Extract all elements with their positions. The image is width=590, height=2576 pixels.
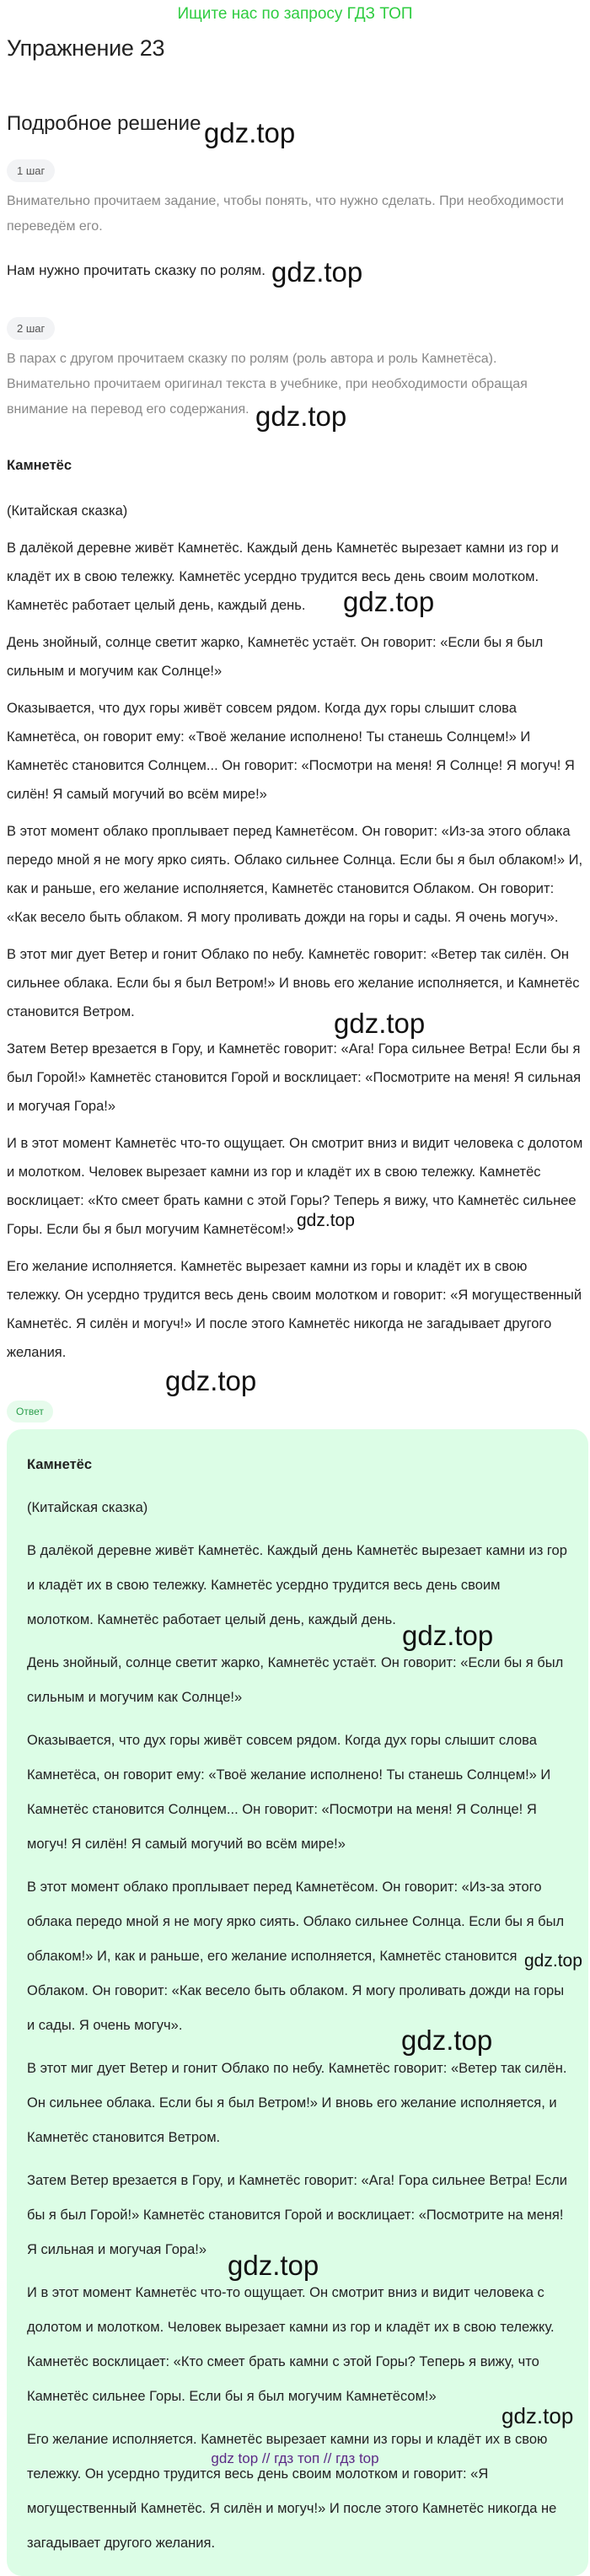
step-text: Внимательно прочитаем задание, чтобы понять, что нужно сделать. При необходимости переведём его. — [7, 194, 564, 234]
answer-paragraph: В этот момент облако проплывает перед Камнетёсом. Он говорит: «Из-за этого облака передо мной я не могу ярко сиять. Облако сильнее Солнца. Если бы я был облаком!» И, как и раньше, его желание исполняется, Камнетёс становится Облаком. Он говорит: «Как весело быть облаком. Я могу проливать дожди на горы и сады. Я очень могуч». — [27, 1880, 565, 2033]
story-paragraph: В этот момент облако проплывает перед Камнетёсом. Он говорит: «Из-за этого облака передо мной я не могу ярко сиять. Облако сильнее Солнца. Если бы я был облаком!» И, как и раньше, его желание исполняется, Камнетёс становится Облаком. Он говорит: «Как весело быть облаком. Я могу проливать дожди на горы и сады. Я очень могуч». — [7, 824, 583, 925]
story — [7, 451, 583, 1367]
watermark: gdz.top — [228, 2250, 319, 2281]
watermark: gdz.top — [271, 256, 363, 288]
search-banner[interactable]: Ищите нас по запросу ГДЗ ТОП — [177, 5, 413, 23]
footer-links[interactable]: gdz top // гдз топ // гдз top — [211, 2450, 379, 2466]
watermark: gdz.top — [334, 1008, 426, 1039]
watermark: gdz.top — [297, 1211, 355, 1230]
watermark: gdz.top — [502, 2403, 574, 2428]
answer-paragraph: В далёкой деревне живёт Камнетёс. Каждый день Камнетёс вырезает камни из гор и кладёт их в свою тележку. Камнетёс усердно трудится весь день своим молотком. Камнетёс работает целый день, каждый день. — [27, 1543, 567, 1627]
watermark: gdz.top — [402, 1620, 494, 1651]
watermark: gdz.top — [401, 2025, 493, 2056]
story-paragraph: День знойный, солнце светит жарко, Камнетёс устаёт. Он говорит: «Если бы я был сильным и могучим как Солнце!» — [7, 635, 544, 679]
solution-heading: Подробное решение — [7, 112, 201, 135]
answer-title: Камнетёс — [27, 1457, 93, 1472]
step-result: Нам нужно прочитать сказку по ролям. — [7, 262, 266, 278]
story-paragraph: Его желание исполняется. Камнетёс вырезает камни из горы и кладёт их в свою тележку. Он усердно трудится весь день своим молотком и говорит: «Я могущественный Камнетёс. Я силён и могуч!» И после этого Камнетёс никогда не загадывает другого желания. — [7, 1259, 582, 1360]
story-paragraph: Затем Ветер врезается в Гору, и Камнетёс говорит: «Ага! Гора сильнее Ветра! Если бы я был Горой!» Камнетёс становится Горой и восклицает: «Посмотрите на меня! Я сильная и могучая Гора!» — [7, 1041, 582, 1114]
watermark: gdz.top — [524, 1951, 582, 1971]
step-badge: 1 шаг — [7, 159, 55, 182]
story-title: Камнетёс — [7, 458, 72, 473]
answer-badge: Ответ — [7, 1401, 53, 1422]
story-paragraph: И в этот момент Камнетёс что-то ощущает. Он смотрит вниз и видит человека с долотом и молотком. Человек вырезает камни из гор и кладёт их в свою тележку. Камнетёс восклицает: «Кто смеет брать камни с этой Горы? Теперь я вижу, что Камнетёс сильнее Горы. Если бы я был могучим Камнетёсом!» — [7, 1136, 583, 1237]
watermark: gdz.top — [255, 401, 347, 432]
answer-paragraph: День знойный, солнце светит жарко, Камнетёс устаёт. Он говорит: «Если бы я был сильным и могучим как Солнце!» — [27, 1655, 564, 1705]
story-paragraph: В этот миг дует Ветер и гонит Облако по небу. Камнетёс говорит: «Ветер так силён. Он сильнее облака. Если бы я был Ветром!» И вновь его желание исполняется, и Камнетёс становится Ветром. — [7, 947, 580, 1019]
answer-paragraph: Оказывается, что дух горы живёт совсем рядом. Когда дух горы слышит слова Камнетёса, он говорит ему: «Твоё желание исполнено! Ты станешь Солнцем!» И Камнетёс становится Солнцем... Он говорит: «Посмотри на меня! Я Солнце! Я могуч! Я силён! Я самый могучий во всём мире!» — [27, 1733, 551, 1852]
story-paragraph: В далёкой деревне живёт Камнетёс. Каждый день Камнетёс вырезает камни из гор и кладёт их в свою тележку. Камнетёс усердно трудится весь день своим молотком. Камнетёс работает целый день, каждый день. — [7, 540, 559, 613]
watermark: gdz.top — [204, 117, 296, 148]
step-text: В парах с другом прочитаем сказку по ролям (роль автора и роль Камнетёса). Внимательно прочитаем оригинал текста в учебнике, при необходимости обращая внимание на перевод его содержания. — [7, 352, 528, 417]
watermark: gdz.top — [343, 586, 435, 617]
answer-subtitle: (Китайская сказка) — [27, 1500, 148, 1515]
answer-paragraph: Его желание исполняется. Камнетёс вырезает камни из горы и кладёт их в свою тележку. Он усердно трудится весь день своим молотком и говорит: «Я могущественный Камнетёс. Я силён и могуч!» И после этого Камнетёс никогда не загадывает другого желания. — [27, 2432, 557, 2551]
page-title: Упражнение 23 — [7, 35, 165, 61]
story-subtitle: (Китайская сказка) — [7, 503, 128, 519]
story-paragraph: Оказывается, что дух горы живёт совсем рядом. Когда дух горы слышит слова Камнетёса, он говорит ему: «Твоё желание исполнено! Ты станешь Солнцем!» И Камнетёс становится Солнцем... Он говорит: «Посмотри на меня! Я Солнце! Я могуч! Я силён! Я самый могучий во всём мире!» — [7, 701, 575, 802]
step-badge: 2 шаг — [7, 317, 55, 340]
watermark: gdz.top — [165, 1365, 257, 1396]
answer-paragraph: И в этот момент Камнетёс что-то ощущает. Он смотрит вниз и видит человека с долотом и молотком. Человек вырезает камни из гор и кладёт их в свою тележку. Камнетёс восклицает: «Кто смеет брать камни с этой Горы? Теперь я вижу, что Камнетёс сильнее Горы. Если бы я был могучим Камнетёсом!» — [27, 2285, 555, 2404]
answer-paragraph: Затем Ветер врезается в Гору, и Камнетёс говорит: «Ага! Гора сильнее Ветра! Если бы я был Горой!» Камнетёс становится Горой и восклицает: «Посмотрите на меня! Я сильная и могучая Гора!» — [27, 2173, 568, 2257]
answer-paragraph: В этот миг дует Ветер и гонит Облако по небу. Камнетёс говорит: «Ветер так силён. Он сильнее облака. Если бы я был Ветром!» И вновь его желание исполняется, и Камнетёс становится Ветром. — [27, 2061, 567, 2145]
